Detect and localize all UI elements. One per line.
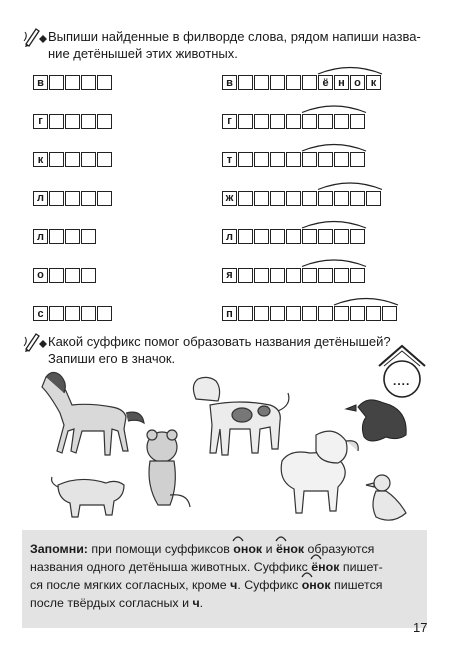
right-row-3-first-letter[interactable]: ж bbox=[222, 191, 237, 206]
right-row-1-first-letter[interactable]: г bbox=[222, 114, 237, 129]
suffix-onok-2: онок bbox=[302, 576, 331, 594]
right-row-5-first-letter[interactable]: я bbox=[222, 268, 237, 283]
right-row-0-cell-9[interactable]: к bbox=[366, 75, 381, 90]
task1-line1: Выпиши найденные в филворде слова, рядом напиши назва- bbox=[48, 29, 421, 44]
diamond-icon bbox=[39, 335, 47, 352]
left-row-6-first-letter[interactable]: с bbox=[33, 306, 48, 321]
right-row-0-cell-8[interactable]: о bbox=[350, 75, 365, 90]
crow-icon bbox=[346, 400, 406, 441]
lion-cub-icon bbox=[147, 430, 190, 507]
left-row-2-first-letter[interactable]: к bbox=[33, 152, 48, 167]
task2-line1: Какой суффикс помог образовать названия детёнышей? bbox=[48, 334, 391, 349]
suffix-yonok: ёнок bbox=[276, 540, 304, 558]
right-row-6-suffix-arc bbox=[334, 299, 398, 306]
right-row-6-first-letter[interactable]: п bbox=[222, 306, 237, 321]
right-row-2-suffix-arc bbox=[302, 145, 366, 152]
calf-icon bbox=[193, 377, 288, 455]
right-row-4-suffix-arc bbox=[302, 222, 366, 229]
task2-instruction bbox=[48, 333, 391, 367]
right-row-5-suffix-arc bbox=[302, 260, 366, 267]
right-row-2-first-letter[interactable]: т bbox=[222, 152, 237, 167]
right-row-1-suffix-arc bbox=[302, 106, 366, 113]
animals-illustration bbox=[20, 365, 430, 530]
foal-icon bbox=[42, 372, 144, 455]
task2-line2: Запиши его в значок. bbox=[48, 351, 176, 366]
right-row-0-first-letter[interactable]: в bbox=[222, 75, 237, 90]
left-row-1-first-letter[interactable]: г bbox=[33, 114, 48, 129]
right-row-0-cell-6[interactable]: ё bbox=[318, 75, 333, 90]
suffix-yonok-2: ёнок bbox=[311, 558, 339, 576]
rule-text: Запомни: при помощи суффиксов онок и ёнок образуются названия одного детёныша животных. Суффикс ёнок пишет- ся после мягких согласных, кроме ч. Суффикс онок пишется после твёрдых согласных и ч. bbox=[30, 540, 422, 612]
duckling-icon bbox=[366, 475, 406, 520]
badge-dots: .... bbox=[393, 374, 411, 388]
right-row-4-first-letter[interactable]: л bbox=[222, 229, 237, 244]
rule-label: Запомни: bbox=[30, 542, 88, 556]
suffix-onok: онок bbox=[233, 540, 262, 558]
left-row-0-first-letter[interactable]: в bbox=[33, 75, 48, 90]
piglet-icon bbox=[52, 477, 124, 517]
left-row-3-first-letter[interactable]: л bbox=[33, 191, 48, 206]
left-row-5-first-letter[interactable]: о bbox=[33, 268, 48, 283]
right-row-0-cell-7[interactable]: н bbox=[334, 75, 349, 90]
page-number: 17 bbox=[413, 620, 428, 635]
right-row-0-suffix-arc bbox=[318, 68, 382, 75]
task1-line2: ние детёнышей этих животных. bbox=[48, 46, 238, 61]
right-row-3-suffix-arc bbox=[318, 183, 382, 190]
lamb-icon bbox=[281, 431, 358, 513]
left-row-4-first-letter[interactable]: л bbox=[33, 229, 48, 244]
